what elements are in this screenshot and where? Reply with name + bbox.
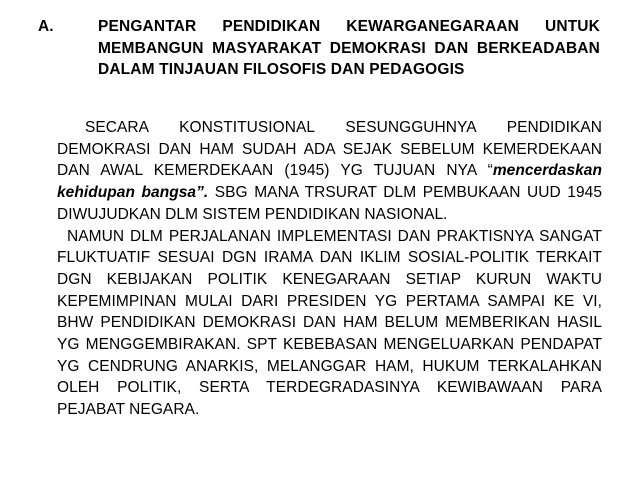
- section-title: PENGANTAR PENDIDIKAN KEWARGANEGARAAN UNTUK MEMBANGUN MASYARAKAT DEMOKRASI DAN BERKEADABAN DALAM TINJAUAN FILOSOFIS DAN PEDAGOGIS: [98, 18, 600, 78]
- paragraph-constitutional-tail: SBG MANA TRSURAT DLM PEMBUKAAN UUD 1945 DIWUJUDKAN DLM SISTEM PENDIDIKAN NASIONAL.: [57, 184, 602, 223]
- paragraph-constitutional-text: SECARA KONSTITUSIONAL SESUNGGUHNYA PENDIDIKAN DEMOKRASI DAN HAM SUDAH ADA SEJAK SEBELUM KEMERDEKAAN DAN AWAL KEMERDEKAAN (1945) YG TUJUAN NYA “: [57, 119, 602, 180]
- paragraph-constitutional: [57, 117, 602, 226]
- section-letter: A.: [38, 18, 54, 35]
- paragraph-implementation: NAMUN DLM PERJALANAN IMPLEMENTASI DAN PRAKTISNYA SANGAT FLUKTUATIF SESUAI DGN IRAMA DAN IKLIM SOSIAL-POLITIK TERKAIT DGN KEBIJAKAN POLITIK KENEGARAAN SETIAP KURUN WAKTU KEPEMIMPINAN MULAI DARI PRESIDEN YG PERTAMA SAMPAI KE VI, BHW PENDIDIKAN DEMOKRASI DAN HAM BELUM MEMBERIKAN HASIL YG MENGGEMBIRAKAN. SPT KEBEBASAN MENGELUARKAN PENDAPAT YG CENDRUNG ANARKIS, MELANGGAR HAM, HUKUM TERKALAHKAN OLEH POLITIK, SERTA TERDEGRADASINYA KEWIBAWAAN PARA PEJABAT NEGARA.: [57, 227, 602, 419]
- body-text: [57, 117, 602, 421]
- quoted-goal-phrase: mencerdaskan kehidupan bangsa”.: [57, 162, 602, 202]
